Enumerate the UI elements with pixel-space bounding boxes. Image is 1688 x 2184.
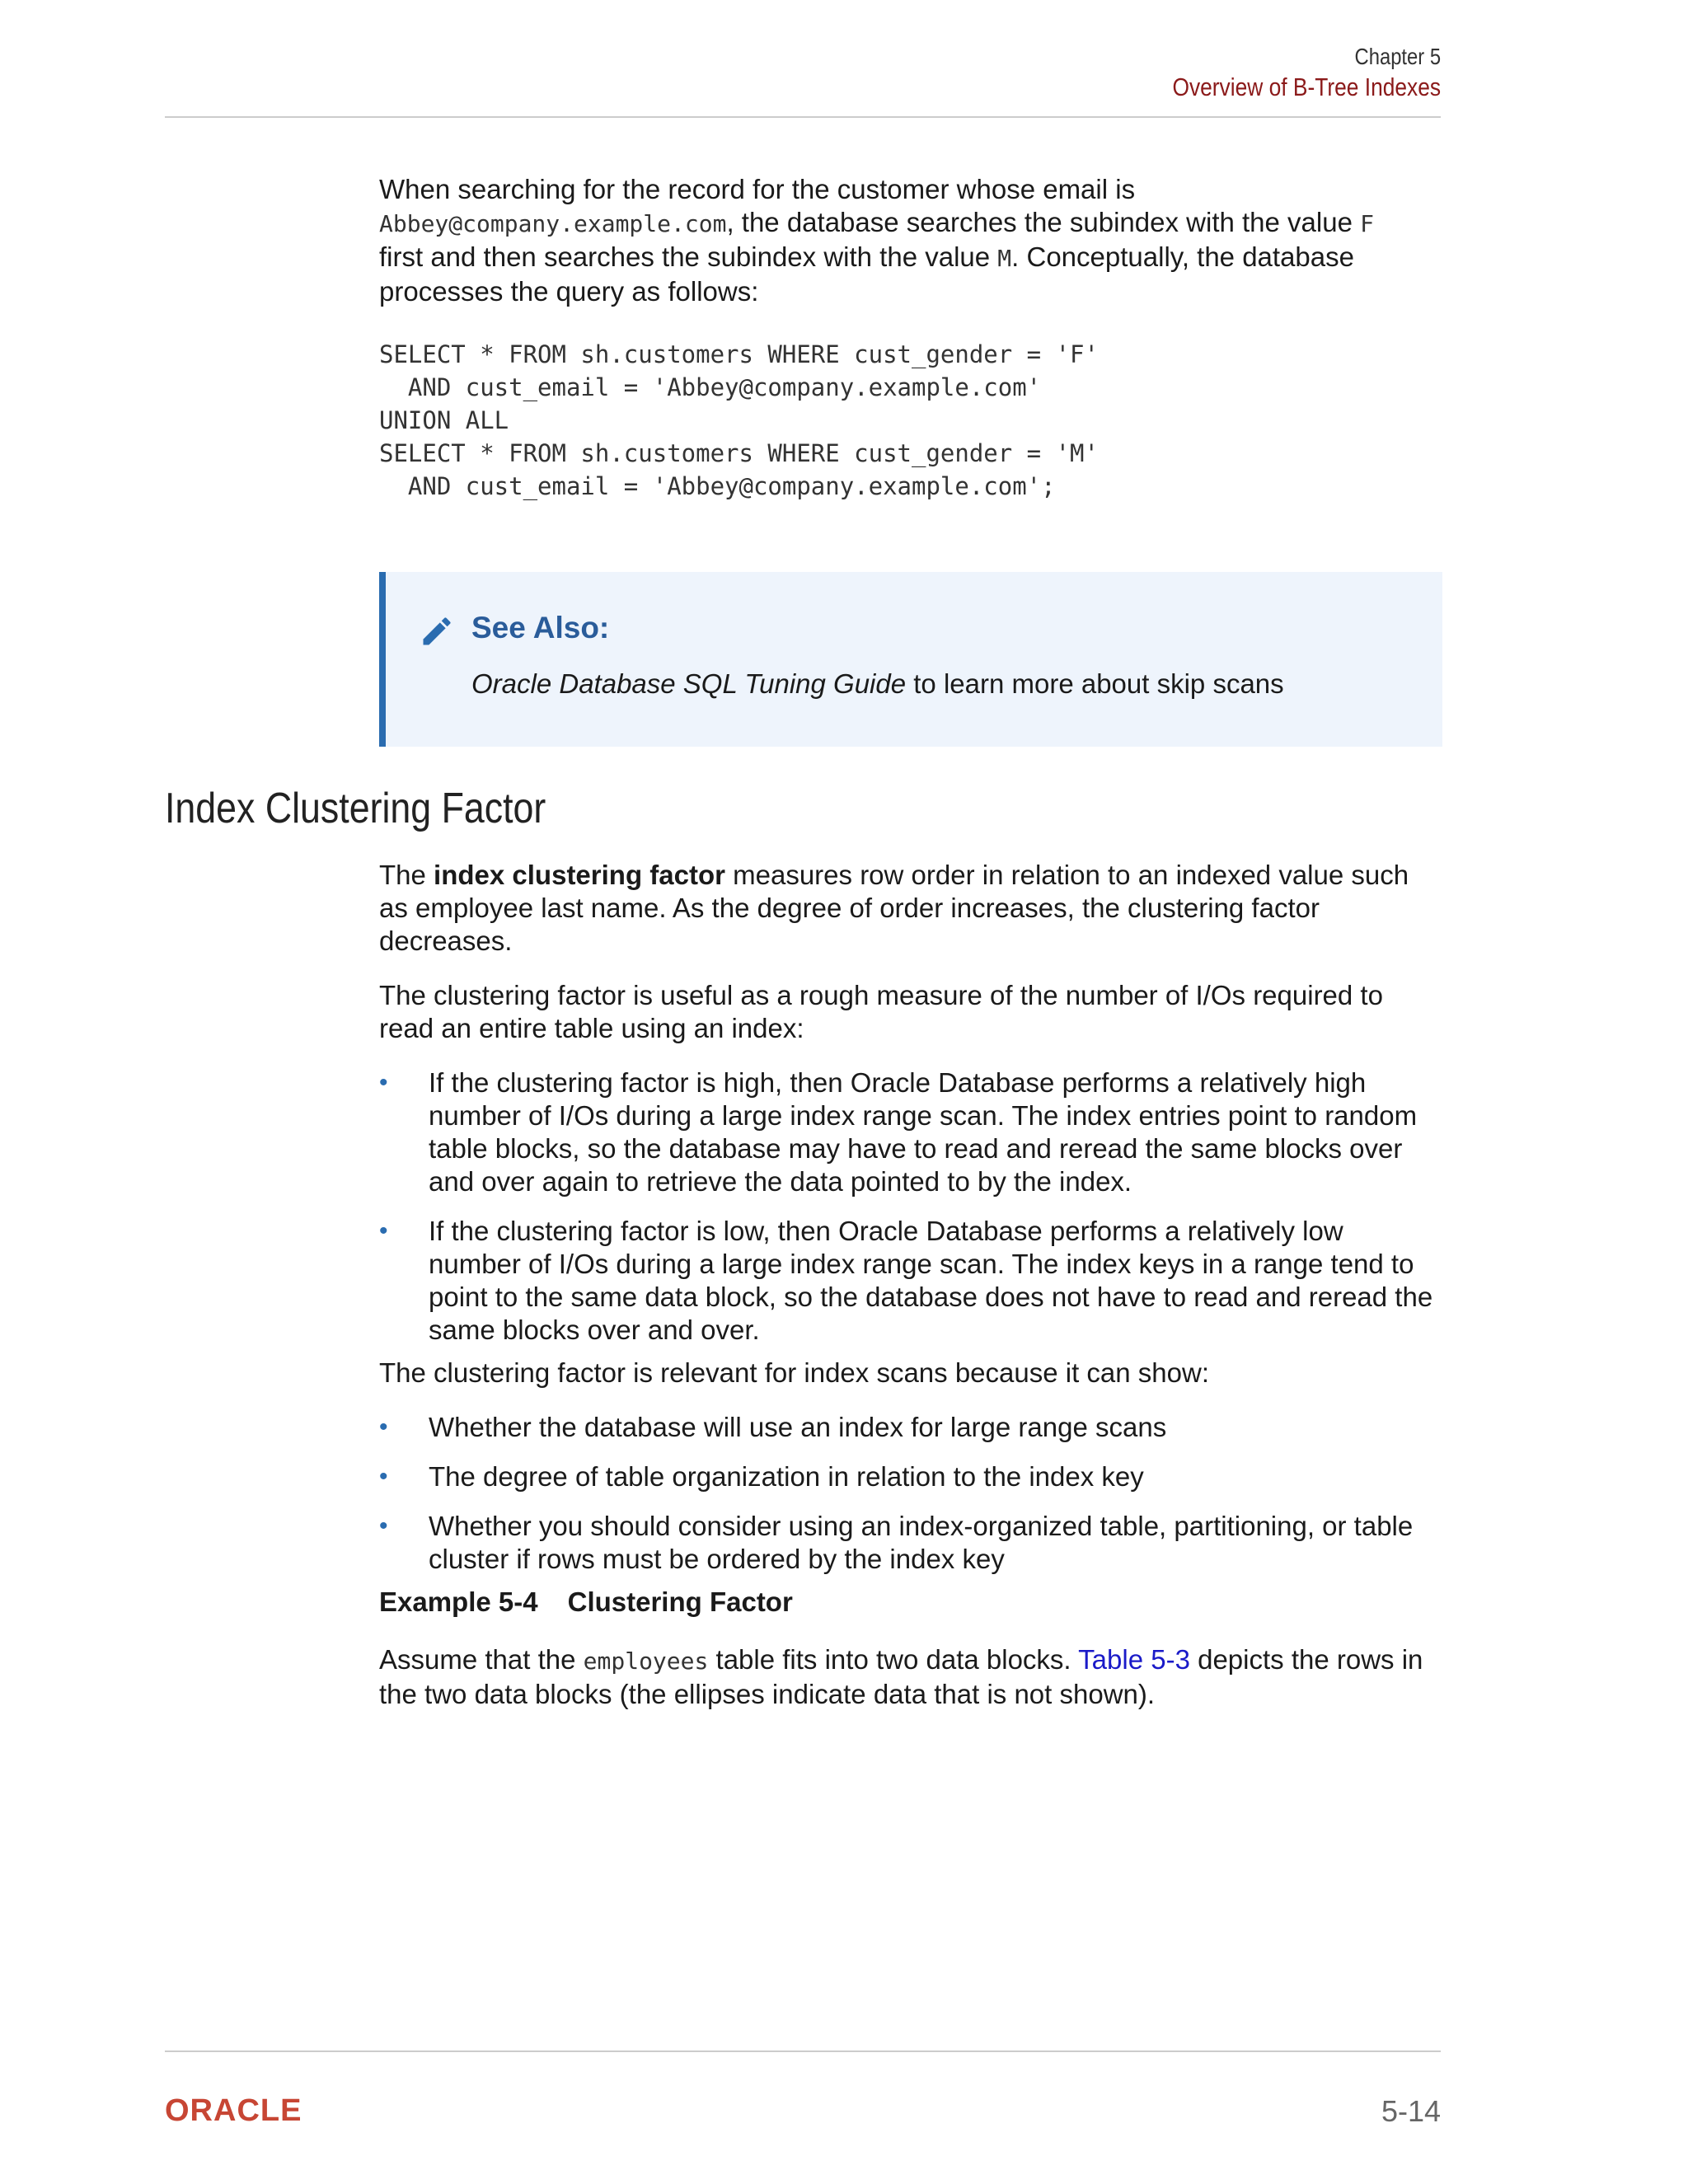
section-heading: Index Clustering Factor [165,785,546,832]
para4-mid: table fits into two data blocks. [708,1644,1079,1675]
header-divider [165,116,1441,118]
para4-pre: Assume that the [379,1644,584,1675]
section-content [379,859,1442,1732]
intro-text-4: . Conceptually, the database processes the query as follows: [379,241,1354,307]
list-item-text: If the clustering factor is low, then Oracle Database performs a relatively low number of I/Os during a large index range scan. The index keys in a range tend to point to the same data block, so the database does not have to read and reread the same blocks over and over. [429,1216,1433,1345]
page-header [1125,43,1441,104]
section-title: Overview of B-Tree Indexes [1172,73,1441,101]
value-m-code: M [997,245,1012,272]
example-paragraph [379,1643,1442,1711]
relevance-list [379,1411,1442,1576]
defined-term: index clustering factor [434,860,725,890]
list-item-text: Whether the database will use an index for large range scans [429,1412,1167,1442]
bullet-icon: • [379,1069,388,1096]
list-item [379,1066,1442,1198]
email-code: Abbey@company.example.com [379,210,727,237]
para1-pre: The [379,860,434,890]
pencil-icon [419,613,455,649]
para1-post: measures row order in relation to an indexed value such as employee last name. As the degree of order increases, the clustering factor decreases. [379,860,1409,956]
bullet-icon: • [379,1217,388,1244]
example-title [379,1586,1442,1619]
intro-text-2: , the database searches the subindex with the value [726,207,1361,237]
list-item [379,1215,1442,1347]
footer-divider [165,2050,1441,2052]
example-label: Example 5-4 [379,1586,538,1617]
example-name: Clustering Factor [567,1586,793,1617]
list-item-text: The degree of table organization in relation to the index key [429,1461,1144,1492]
page-number: 5-14 [1381,2094,1441,2128]
list-item-text: If the clustering factor is high, then Oracle Database performs a relatively high number of I/Os during a large index range scan. The index entries point to random table blocks, so the database may have to read and reread the same blocks over and over again to retrieve the data pointed to by the index. [429,1067,1418,1197]
bullet-icon: • [379,1413,388,1441]
intro-paragraph [379,173,1442,308]
oracle-logo [165,2093,346,2126]
employees-code: employees [583,1647,709,1675]
sql-code-block: SELECT * FROM sh.customers WHERE cust_gender = 'F' AND cust_email = 'Abbey@company.example.com' UNION ALL SELECT * FROM sh.customers WHERE cust_gender = 'M' AND cust_email = 'Abbey@company.example.com'; [379,340,1099,500]
chapter-label: Chapter 5 [1354,44,1441,69]
see-also-title: See Also: [471,611,610,644]
definition-paragraph [379,859,1442,958]
see-also-body [471,668,1284,701]
list-item [379,1460,1442,1493]
see-also-note [379,572,1442,747]
bullet-icon: • [379,1512,388,1540]
svg-text:ORACLE: ORACLE [165,2093,302,2126]
list-item-text: Whether you should consider using an index-organized table, partitioning, or table cluster if rows must be ordered by the index key [429,1511,1414,1574]
bullet-icon: • [379,1463,388,1490]
table-5-3-link[interactable]: Table 5-3 [1078,1644,1190,1675]
intro-text-1: When searching for the record for the customer whose email is [379,174,1136,204]
para4-post: depicts the rows in the two data blocks (the ellipses indicate data that is not shown). [379,1644,1423,1709]
list-item [379,1411,1442,1444]
tuning-guide-reference[interactable]: Oracle Database SQL Tuning Guide [471,668,907,699]
clustering-level-list [379,1066,1442,1347]
relevance-paragraph: The clustering factor is relevant for index scans because it can show: [379,1357,1209,1388]
list-item [379,1510,1442,1576]
intro-text-3: first and then searches the subindex with the value [379,241,998,272]
usefulness-paragraph: The clustering factor is useful as a rough measure of the number of I/Os required to read an entire table using an index: [379,980,1383,1043]
value-f-code: F [1360,210,1374,237]
intro-content [379,173,1442,503]
see-also-text: to learn more about skip scans [906,668,1284,699]
